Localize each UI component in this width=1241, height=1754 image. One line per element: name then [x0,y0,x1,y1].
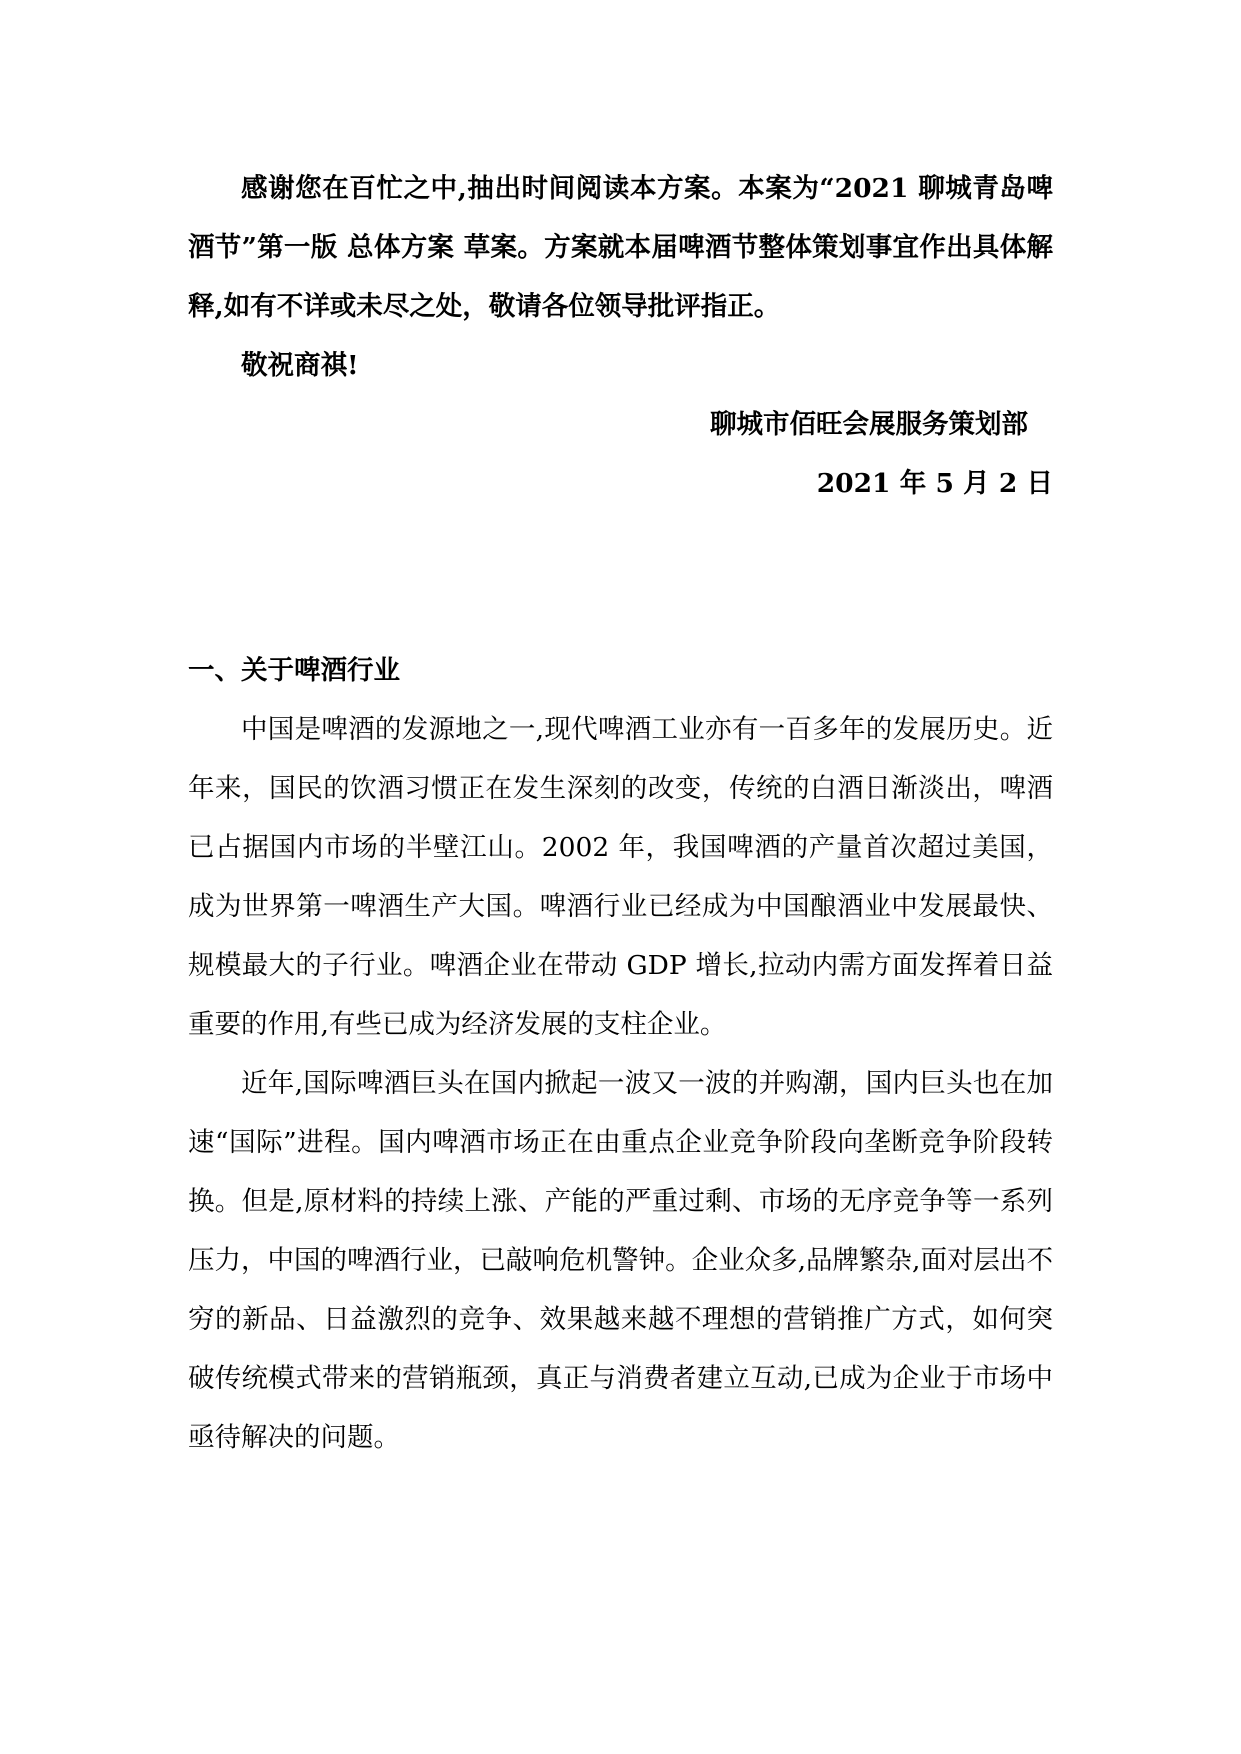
intro-block [188,159,1053,513]
signature-organization: 聊城市佰旺会展服务策划部 [710,409,1028,440]
closing-greeting: 敬祝商祺! [241,350,359,381]
section-beer-industry [188,641,1053,1467]
section-heading: 一、关于啤酒行业 [188,655,400,686]
signature-date: 2021 年 5 月 2 日 [816,468,1053,499]
body-paragraph-1: 中国是啤酒的发源地之一,现代啤酒工业亦有一百多年的发展历史。近年来，国民的饮酒习惯正在发生深刻的改变，传统的白酒日渐淡出，啤酒已占据国内市场的半壁江山。2002 年，我国啤酒的产量首次超过美国，成为世界第一啤酒生产大国。啤酒行业已经成为中国酿酒业中发展最快、规模最大的子行业。啤酒企业在带动 GDP 增长,拉动内需方面发挥着日益重要的作用,有些已成为经济发展的支柱企业。 [188,714,1053,1040]
intro-paragraph: 感谢您在百忙之中,抽出时间阅读本方案。本案为“2021 聊城青岛啤酒节”第一版 总体方案 草案。方案就本届啤酒节整体策划事宜作出具体解释,如有不详或未尽之处，敬请各位领导批评指正。 [188,173,1053,322]
body-paragraph-2: 近年,国际啤酒巨头在国内掀起一波又一波的并购潮，国内巨头也在加速“国际”进程。国内啤酒市场正在由重点企业竞争阶段向垄断竞争阶段转换。但是,原材料的持续上涨、产能的严重过剩、市场的无序竞争等一系列压力，中国的啤酒行业，已敲响危机警钟。企业众多,品牌繁杂,面对层出不穷的新品、日益激烈的竞争、效果越来越不理想的营销推广方式，如何突破传统模式带来的营销瓶颈，真正与消费者建立互动,已成为企业于市场中亟待解决的问题。 [188,1068,1053,1453]
